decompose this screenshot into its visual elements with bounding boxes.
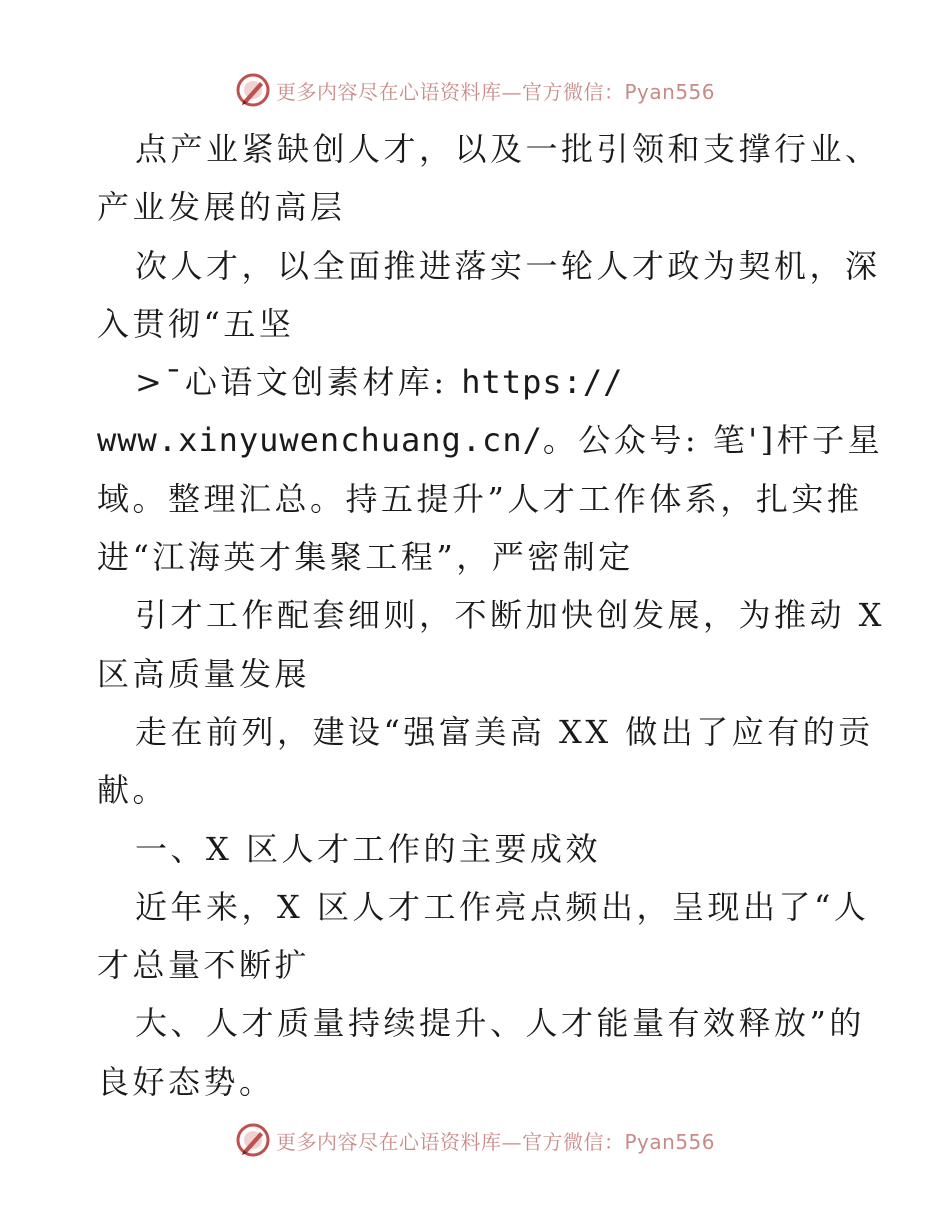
body-line — [97, 411, 887, 469]
body-line: 近年来，X 区人才工作亮点频出，呈现出了“人 — [135, 887, 870, 926]
body-line: 大、人才质量持续提升、人才能量有效释放”的 — [135, 1004, 865, 1043]
section-heading: 一、X 区人才工作的主要成效 — [135, 829, 601, 868]
watermark-wechat-id: Pyan556 — [624, 1129, 716, 1154]
body-line: 产业发展的高层 — [97, 188, 346, 227]
body-line: 进“江海英才集聚工程”，严密制定 — [97, 538, 634, 577]
public-account-text: 。公众号: 笔']杆子星 — [542, 421, 884, 460]
watermark-wechat-id: Pyan556 — [624, 79, 716, 104]
watermark-banner-top — [236, 70, 756, 110]
watermark-brand-text: 更多内容尽在心语资料库—官方微信： — [276, 1129, 625, 1154]
url-prefix: https:// — [461, 363, 624, 402]
body-line: 次人才，以全面推进落实一轮人才政为契机，深 — [135, 246, 881, 285]
source-url-link[interactable]: www.xinyuwenchuang.cn/ — [97, 421, 543, 460]
body-line — [97, 353, 887, 411]
body-line: 点产业紧缺创人才，以及一批引领和支撑行业、 — [135, 130, 881, 168]
pen-logo-icon — [236, 1123, 270, 1157]
body-line: 域。整理汇总。持五提升”人才工作体系，扎实推 — [97, 479, 863, 518]
body-line: 引才工作配套细则，不断加快创发展，为推动 X — [135, 596, 885, 635]
body-line: 区高质量发展 — [97, 654, 311, 693]
document-body — [97, 120, 887, 1111]
body-line: 走在前列，建设“强富美高 XX 做出了应有的贡 — [135, 712, 874, 751]
source-label: >¯心语文创素材库: — [135, 363, 448, 402]
watermark-banner-bottom — [236, 1120, 756, 1160]
body-line: 才总量不断扩 — [97, 946, 311, 985]
body-line: 献。 — [97, 771, 169, 810]
pen-logo-icon — [236, 73, 270, 107]
watermark-brand-text: 更多内容尽在心语资料库—官方微信： — [276, 79, 625, 104]
body-line: 良好态势。 — [97, 1062, 275, 1101]
body-line: 入贯彻“五坚 — [97, 304, 295, 343]
